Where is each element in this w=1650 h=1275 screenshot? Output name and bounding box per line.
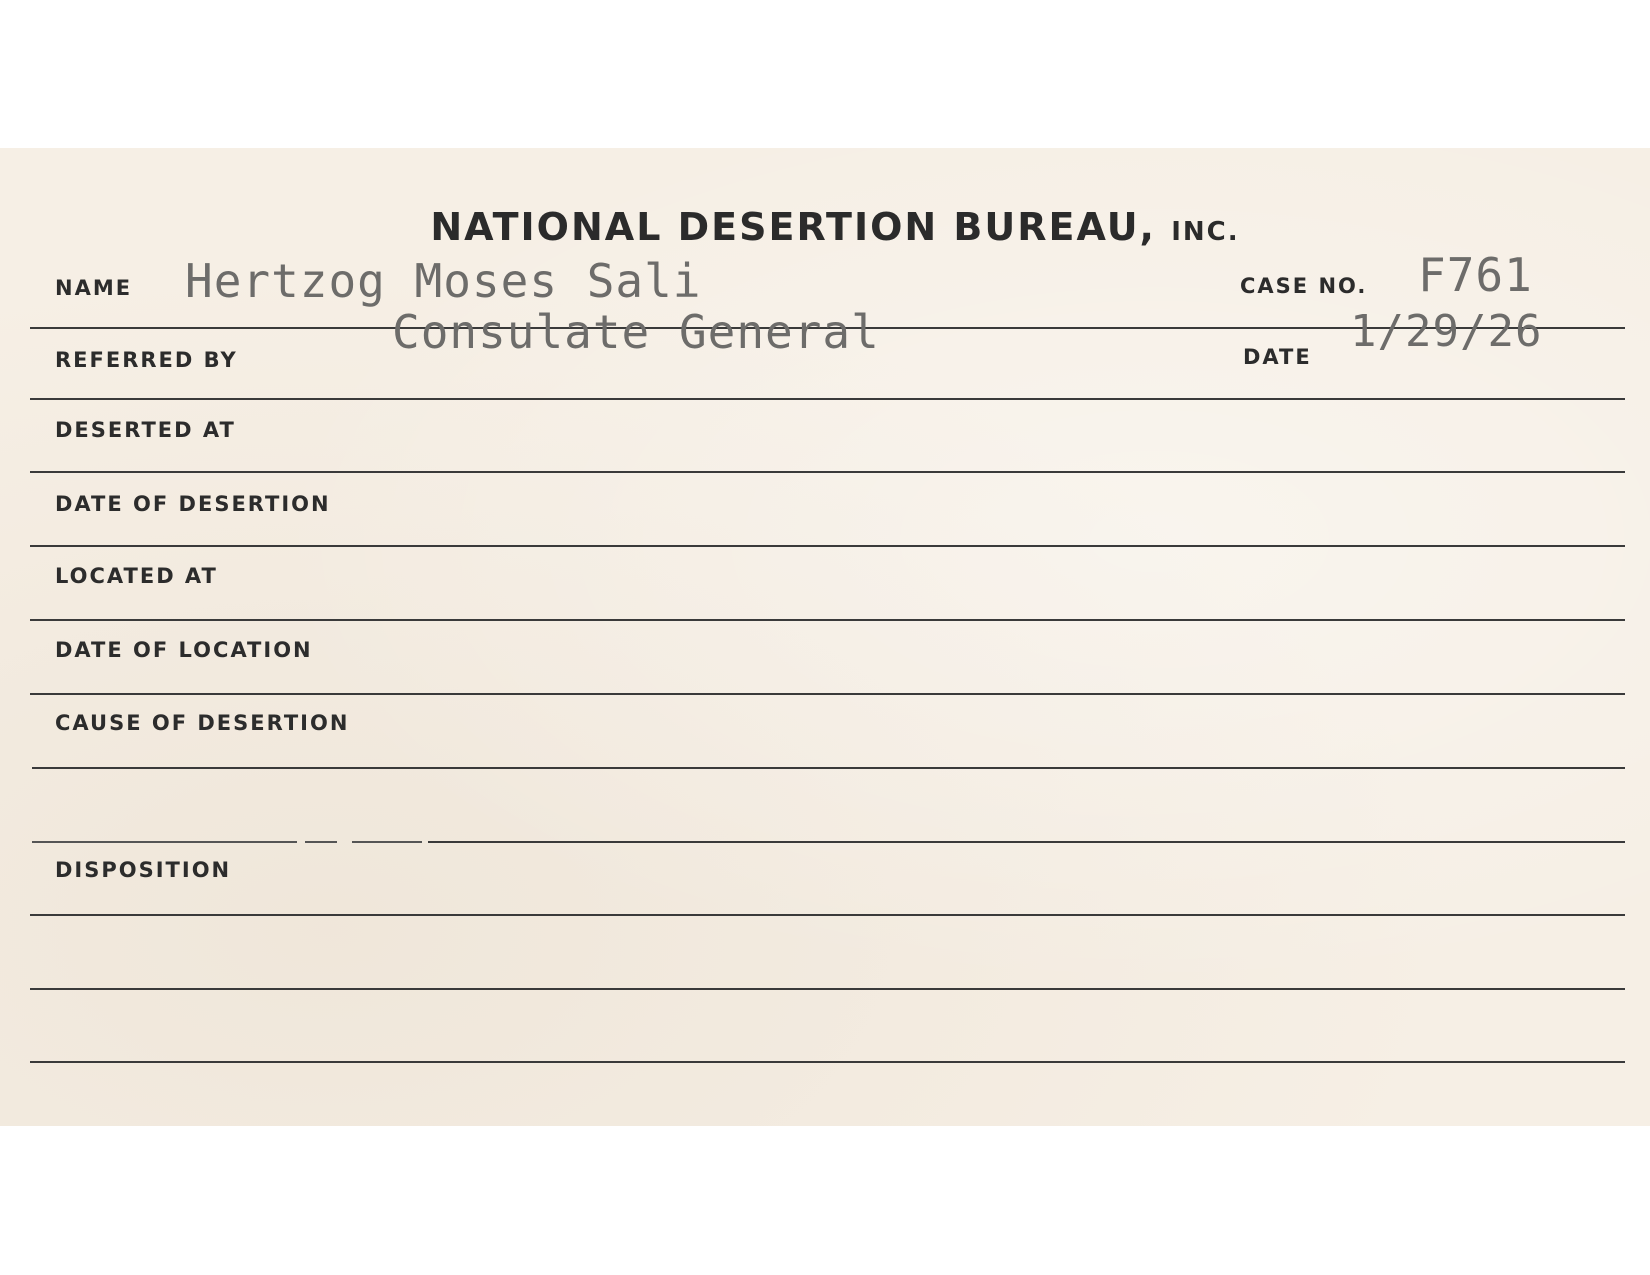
date-of-desertion-label: DATE OF DESERTION [55,492,331,516]
date-of-location-line [30,693,1625,695]
blank-line-segment [305,841,337,843]
date-of-location-label: DATE OF LOCATION [55,638,313,662]
blank-line-segment [352,841,422,843]
title-suffix: INC. [1171,217,1240,247]
blank-line [428,841,1625,843]
deserted-at-line [30,471,1625,473]
card-title [0,205,1650,249]
name-label: NAME [55,276,133,300]
deserted-at-label: DESERTED AT [55,418,236,442]
disposition-line [30,914,1625,916]
referred-by-line [30,398,1625,400]
referred-by-value: Consulate General [392,305,880,359]
cause-of-desertion-line [32,767,1625,769]
title-text: NATIONAL DESERTION BUREAU, [430,205,1156,249]
located-at-label: LOCATED AT [55,564,218,588]
blank-line [30,1061,1625,1063]
case-no-label: CASE NO. [1240,274,1368,298]
located-at-line [30,619,1625,621]
case-no-value: F761 [1418,248,1533,302]
name-value: Hertzog Moses Sali [185,254,702,308]
date-label: DATE [1243,345,1312,369]
date-value: 1/29/26 [1350,306,1543,357]
disposition-label: DISPOSITION [55,858,232,882]
index-card [0,148,1650,1126]
cause-of-desertion-label: CAUSE OF DESERTION [55,711,350,735]
referred-by-label: REFERRED BY [55,348,238,372]
blank-line-segment [32,841,297,843]
blank-line [30,988,1625,990]
date-of-desertion-line [30,545,1625,547]
